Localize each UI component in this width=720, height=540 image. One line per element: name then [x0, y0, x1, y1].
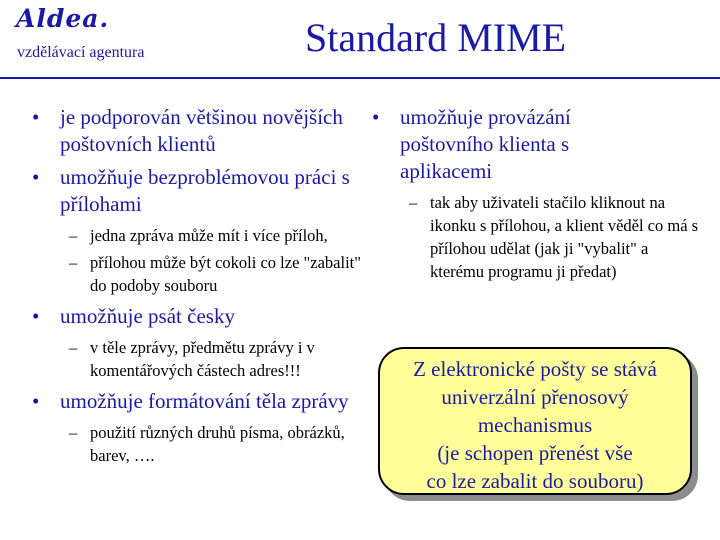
- callout-line: (je schopen přenést vše: [437, 441, 633, 465]
- bullet-mark: •: [32, 304, 40, 328]
- slide-title: Standard MIME: [305, 15, 567, 60]
- sub-bullet-item: [32, 336, 372, 382]
- bullet-item: [372, 104, 660, 185]
- left-bullet-list: [32, 104, 372, 471]
- bullet-text: umožňuje bezproblémovou práci s přílohami: [60, 165, 350, 216]
- bullet-mark: •: [32, 165, 40, 189]
- right-bullet-list: [372, 104, 702, 287]
- logo: Aldea.: [16, 4, 110, 33]
- bullet-item: [32, 303, 372, 330]
- callout-box: [378, 347, 692, 495]
- sub-bullet-text: použití různých druhů písma, obrázků, barev, ….: [90, 423, 345, 465]
- bullet-text: je podporován většinou novějších poštovních klientů: [60, 105, 343, 156]
- sub-bullet-text: tak aby uživateli stačilo kliknout na ikonku s přílohou, a klient věděl co má s přílohou udělat (jak ji "vybalit" a kterému programu ji předat): [430, 193, 699, 281]
- agency-subtitle: vzdělávací agentura: [17, 44, 145, 61]
- bullet-mark: •: [32, 105, 40, 129]
- bullet-item: [32, 104, 372, 158]
- sub-bullet-item: [32, 224, 372, 247]
- bullet-item: [32, 164, 372, 218]
- bullet-item: [32, 388, 372, 415]
- callout-line: Z elektronické pošty se stává: [413, 357, 657, 381]
- dash-mark: –: [69, 253, 78, 272]
- dash-mark: –: [69, 226, 78, 245]
- bullet-text: umožňuje provázání poštovního klienta s aplikacemi: [400, 105, 571, 183]
- bullet-mark: •: [372, 105, 380, 129]
- sub-bullet-text: přílohou může být cokoli co lze "zabalit" do podoby souboru: [90, 253, 361, 295]
- bullet-text: umožňuje psát česky: [60, 304, 235, 328]
- dash-mark: –: [409, 193, 418, 212]
- bullet-text: umožňuje formátování těla zprávy: [60, 389, 349, 413]
- sub-bullet-text: v těle zprávy, předmětu zprávy i v komentářových částech adres!!!: [90, 338, 315, 380]
- dash-mark: –: [69, 338, 78, 357]
- sub-bullet-item: [32, 251, 372, 297]
- sub-bullet-item: [32, 421, 372, 467]
- sub-bullet-text: jedna zpráva může mít i více příloh,: [90, 226, 328, 245]
- bullet-mark: •: [32, 389, 40, 413]
- header-divider: [0, 77, 720, 79]
- dash-mark: –: [69, 423, 78, 442]
- callout-line: mechanismus: [477, 413, 593, 437]
- callout-line: univerzální přenosový: [441, 385, 629, 409]
- callout-line: co lze zabalit do souboru): [426, 469, 644, 493]
- sub-bullet-item: [372, 191, 702, 283]
